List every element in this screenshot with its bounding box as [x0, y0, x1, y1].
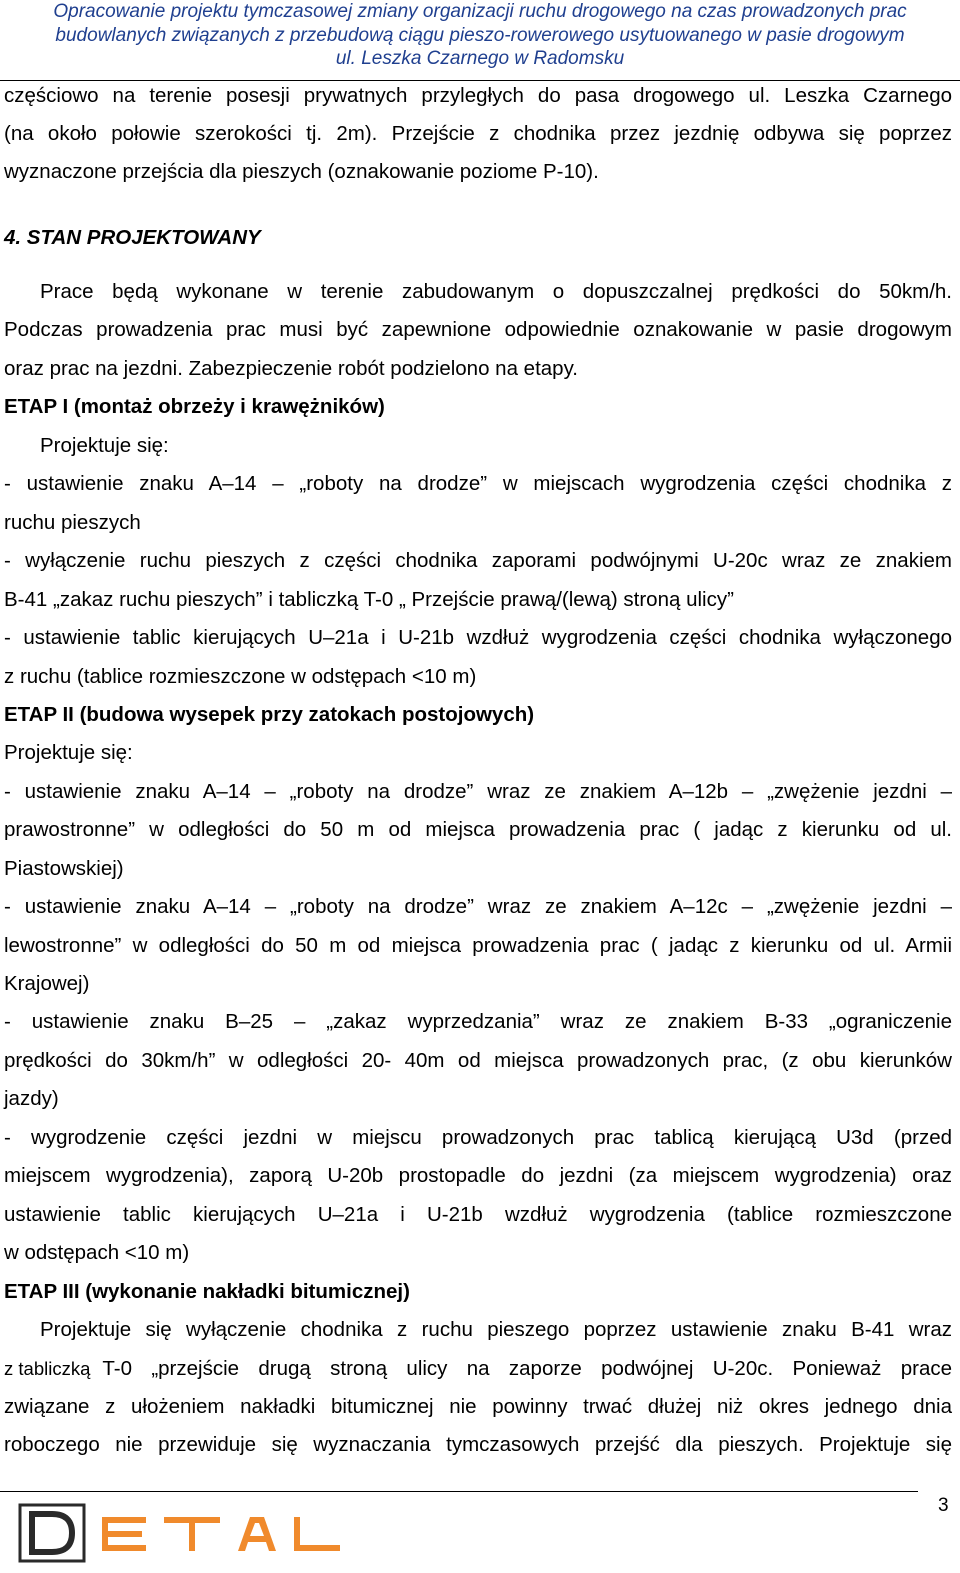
list-item-line: miejscem wygrodzenia), zaporą U-20b prostopadle do jezdni (za miejscem wygrodzenia) oraz — [4, 1164, 952, 1187]
list-item-line: jazdy) — [4, 1087, 59, 1110]
list-item-line: - wygrodzenie części jezdni w miejscu prowadzonych prac tablicą kierującą U3d (przed — [4, 1126, 952, 1149]
list-item-line: - ustawienie tablic kierujących U–21a i U-21b wzdłuż wygrodzenia części chodnika wyłączonego — [4, 626, 952, 649]
paragraph-fragment: T-0 „przejście drugą stroną ulicy na zaporze podwójnej U-20c. Ponieważ prace — [102, 1357, 952, 1380]
list-item-line: B-41 „zakaz ruchu pieszych” i tabliczką T-0 „ Przejście prawą/(lewą) stroną ulicy” — [4, 588, 734, 611]
etap-2-heading: ETAP II (budowa wysepek przy zatokach postojowych) — [4, 703, 535, 726]
list-item-line: prawostronne” w odległości do 50 m od miejsca prowadzenia prac ( jadąc z kierunku od ul. — [4, 818, 952, 841]
list-item-line: - ustawienie znaku A–14 – „roboty na drodze” w miejscach wygrodzenia części chodnika z — [4, 472, 952, 495]
header-line-2: budowlanych związanych z przebudową ciągu pieszo-rowerowego usytuowanego w pasie drogowym — [55, 24, 905, 46]
etap-3-heading: ETAP III (wykonanie nakładki bitumicznej) — [4, 1280, 410, 1303]
paragraph-line: oraz prac na jezdni. Zabezpieczenie robót podzielono na etapy. — [4, 357, 578, 380]
list-item-line: - ustawienie znaku B–25 – „zakaz wyprzedzania” wraz ze znakiem B-33 „ograniczenie — [4, 1010, 952, 1033]
paragraph-line — [4, 1357, 952, 1381]
paragraph-line: częściowo na terenie posesji prywatnych przyległych do pasa drogowego ul. Leszka Czarnego — [4, 84, 952, 107]
paragraph-line: (na około połowie szerokości tj. 2m). Przejście z chodnika przez jezdnię odbywa się poprzez — [4, 122, 952, 145]
paragraph-line: związane z ułożeniem nakładki bitumicznej nie powinny trwać dłużej niż okres jednego dnia — [4, 1395, 952, 1418]
list-item-line: - ustawienie znaku A–14 – „roboty na drodze” wraz ze znakiem A–12c – „zwężenie jezdni – — [4, 895, 952, 918]
paragraph-fragment: z tabliczką — [4, 1358, 91, 1379]
list-item-line: lewostronne” w odległości do 50 m od miejsca prowadzenia prac ( jadąc z kierunku od ul. Armii — [4, 934, 952, 957]
list-item-line: Krajowej) — [4, 972, 90, 995]
list-item-line: prędkości do 30km/h” w odległości 20- 40m od miejsca prowadzonych prac, (z obu kierunków — [4, 1049, 952, 1072]
list-item-line: - ustawienie znaku A–14 – „roboty na drodze” wraz ze znakiem A–12b – „zwężenie jezdni – — [4, 780, 952, 803]
etap-1-heading: ETAP I (montaż obrzeży i krawężników) — [4, 395, 385, 418]
paragraph-line: Prace będą wykonane w terenie zabudowanym o dopuszczalnej prędkości do 50km/h. — [40, 280, 952, 303]
footer-divider — [0, 1491, 918, 1492]
page-number: 3 — [938, 1495, 949, 1516]
document-header — [0, 0, 960, 71]
paragraph-line: Projektuje się: — [40, 434, 169, 457]
list-item-line: - wyłączenie ruchu pieszych z części chodnika zaporami podwójnymi U-20c wraz ze znakiem — [4, 549, 952, 572]
list-item-line: z ruchu (tablice rozmieszczone w odstępach <10 m) — [4, 665, 477, 688]
list-item-line: ruchu pieszych — [4, 511, 141, 534]
paragraph-line: Podczas prowadzenia prac musi być zapewnione odpowiednie oznakowanie w pasie drogowym — [4, 318, 952, 341]
paragraph-line: wyznaczone przejścia dla pieszych (oznakowanie poziome P-10). — [4, 160, 599, 183]
header-line-1: Opracowanie projektu tymczasowej zmiany organizacji ruchu drogowego na czas prowadzonych prac — [53, 1, 907, 22]
list-item-line: Piastowskiej) — [4, 857, 124, 880]
paragraph-line: Projektuje się: — [4, 741, 133, 764]
header-line-3: ul. Leszka Czarnego w Radomsku — [335, 48, 625, 69]
paragraph-line: roboczego nie przewiduje się wyznaczania tymczasowych przejść dla pieszych. Projektuje się — [4, 1433, 952, 1456]
paragraph-line: Projektuje się wyłączenie chodnika z ruchu pieszego poprzez ustawienie znaku B-41 wraz — [40, 1318, 952, 1341]
header-divider — [0, 80, 960, 81]
list-item-line: w odstępach <10 m) — [4, 1241, 190, 1264]
section-heading: 4. STAN PROJEKTOWANY — [4, 226, 261, 249]
list-item-line: ustawienie tablic kierujących U–21a i U-21b wzdłuż wygrodzenia (tablice rozmieszczone — [4, 1203, 952, 1226]
detal-logo — [18, 1502, 388, 1564]
